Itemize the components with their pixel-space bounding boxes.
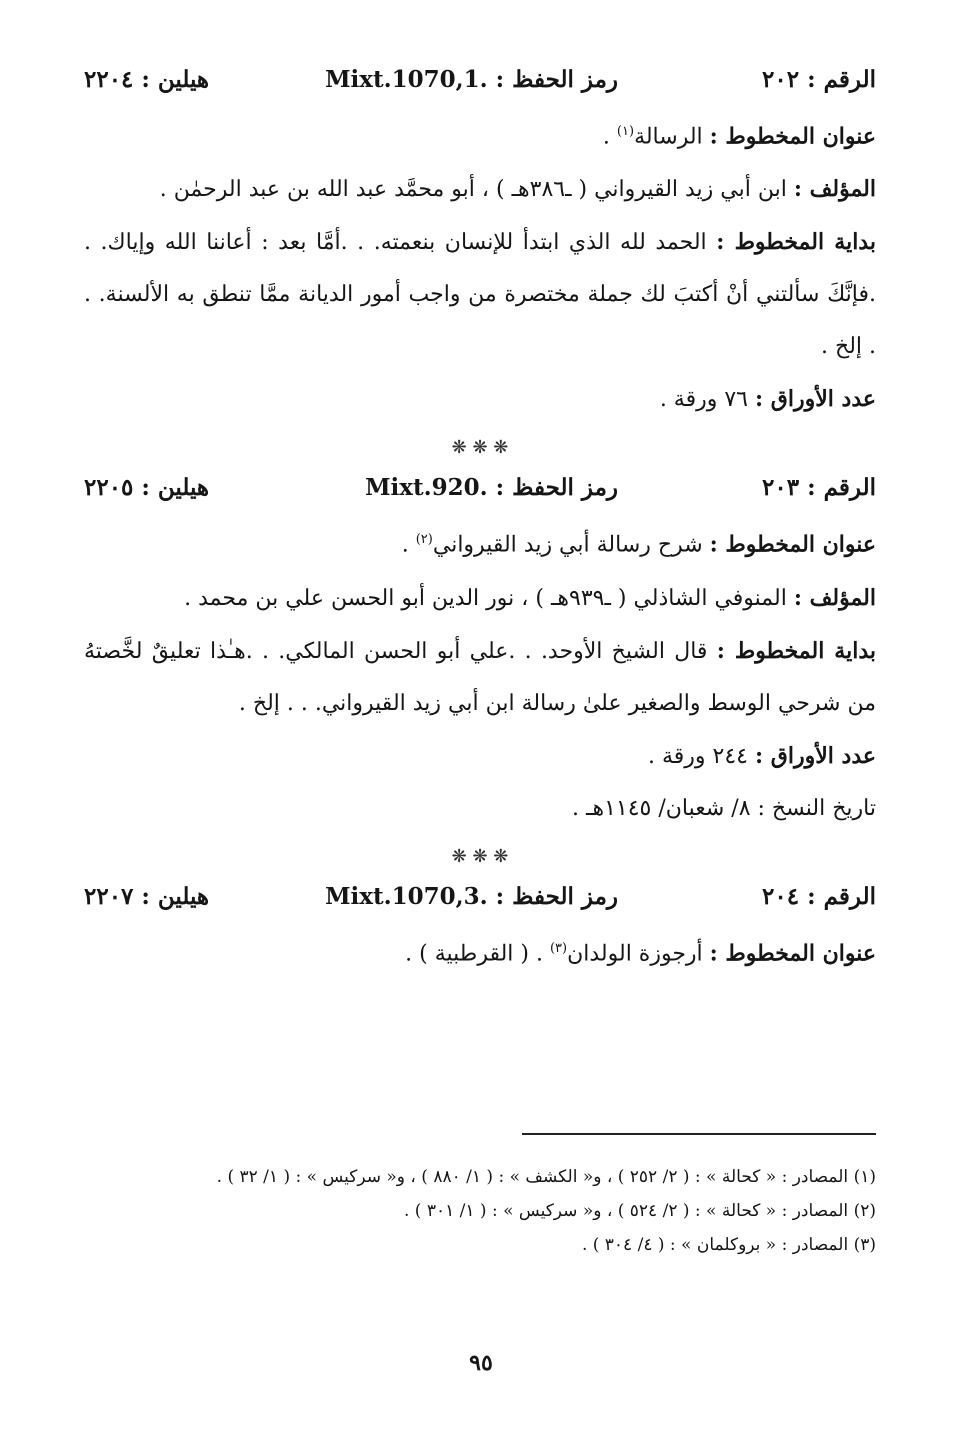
footnote: (٣) المصادر : « بروكلمان » : ( ٤/ ٣٠٤ ) .	[581, 1235, 876, 1255]
heilen-number: هيلين : ٢٢٠٥	[84, 474, 210, 502]
entry-number: الرقم : ٢٠٣	[762, 474, 876, 502]
footnote-ref: (٣)	[549, 940, 568, 956]
separator: ❋ ❋ ❋	[451, 437, 509, 459]
footnotes	[84, 1160, 876, 1262]
copy-date: تاريخ النسخ : ٨/ شعبان/ ١١٤٥هـ .	[572, 795, 876, 821]
manuscript-title: عنوان المخطوط : أرجوزة الولدان$^{(٣)}$ . ( القرطبية ) .	[405, 939, 876, 966]
page-number: ٩٥	[469, 1350, 493, 1376]
entry-header	[84, 474, 876, 514]
shelfmark: رمز الحفظ : Mixt.1070,1.	[325, 66, 618, 93]
footnote-ref: (٢)	[415, 532, 433, 548]
entry-header	[84, 66, 876, 106]
footnote: (٢) المصادر : « كحالة » : ( ٢/ ٥٢٤ ) ، و« سركيس » : ( ١/ ٣٠١ ) .	[404, 1201, 876, 1221]
entry-number: الرقم : ٢٠٢	[762, 66, 876, 93]
entry-header	[84, 883, 876, 923]
author: المؤلف : المنوفي الشاذلي ( ـ٩٣٩هـ ) ، نور الدين أبو الحسن علي بن محمد .	[184, 584, 876, 611]
folio-count: عدد الأوراق : ٢٤٤ ورقة .	[648, 742, 876, 769]
footnote: (١) المصادر : « كحالة » : ( ٢/ ٢٥٢ ) ، و« الكشف » : ( ١/ ٨٨٠ ) ، و« سركيس » : ( ١/ ٣٢ ) .	[216, 1167, 876, 1187]
entry-number: الرقم : ٢٠٤	[762, 882, 876, 910]
separator: ❋ ❋ ❋	[451, 845, 509, 867]
author: المؤلف : ابن أبي زيد القيرواني ( ـ٣٨٦هـ ) ، أبو محمَّد عبد الله بن عبد الرحمٰن .	[159, 176, 876, 203]
footnote-ref: (١)	[616, 124, 635, 139]
incipit: بداية المخطوط : الحمد لله الذي ابتدأ للإنسان بنعمته. . .أمَّا بعد : أعاننا الله وإياك. . .فإنَّكَ سألتني أنْ أكتبَ لك جملة مختصرة من واجب أمور الديانة ممَّا تنطق به الألسنة. . . إلخ .	[84, 229, 876, 360]
catalog-page	[84, 66, 876, 980]
folio-count: عدد الأوراق : ٧٦ ورقة .	[659, 386, 876, 413]
shelfmark: رمز الحفظ : Mixt.920.	[365, 474, 618, 502]
manuscript-title: عنوان المخطوط : شرح رسالة أبي زيد القيرواني$^{(٢)}$ .	[401, 531, 876, 558]
shelfmark: رمز الحفظ : Mixt.1070,3.	[325, 882, 618, 910]
manuscript-title: عنوان المخطوط : الرسالة$^{(١)}$ .	[602, 123, 876, 150]
heilen-number: هيلين : ٢٢٠٤	[84, 66, 210, 93]
footnote-divider	[522, 1133, 876, 1135]
heilen-number: هيلين : ٢٢٠٧	[84, 882, 210, 910]
incipit: بداية المخطوط : قال الشيخ الأوحد. . .علي أبو الحسن المالكي. . .هـٰذا تعليقٌ لخَّصتهُ من شرحي الوسط والصغير علىٰ رسالة ابن أبي زيد القيرواني. . . إلخ .	[84, 637, 877, 716]
